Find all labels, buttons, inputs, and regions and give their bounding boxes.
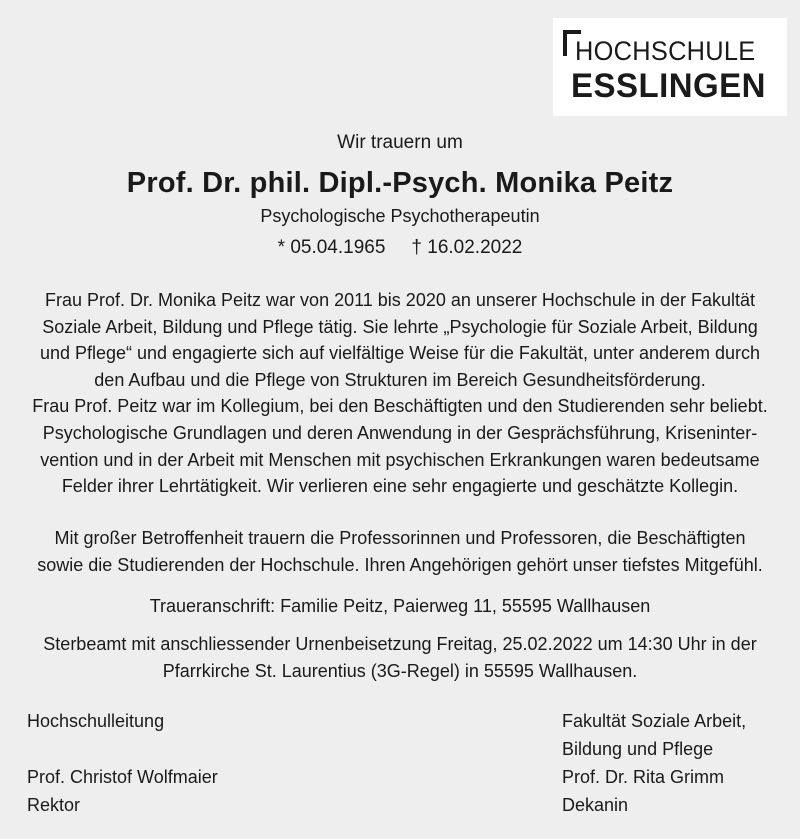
signature-role: Dekanin xyxy=(562,795,629,815)
text-line: sowie die Studierenden der Hochschule. Ihren Angehörigen gehört unser tiefstes Mitgefühl. xyxy=(37,554,763,575)
signature-name: Prof. Dr. Rita Grimm xyxy=(562,767,725,787)
signature-right xyxy=(562,707,746,819)
text-line: Frau Prof. Dr. Monika Peitz war von 2011 bis 2020 an unserer Hochschule in der Fakultät xyxy=(44,290,756,310)
life-dates xyxy=(0,237,800,259)
signature-org: Bildung und Pflege xyxy=(562,739,714,759)
text-line: den Aufbau und die Pflege von Strukturen im Bereich Gesundheitsförderung. xyxy=(94,369,706,390)
signature-name: Prof. Christof Wolfmaier xyxy=(27,767,218,787)
signature-org: Hochschulleitung xyxy=(27,711,165,731)
text-line: Mit großer Betroffenheit trauern die Professorinnen und Professoren, die Beschäftigten xyxy=(54,528,746,548)
death-date: † 16.02.2022 xyxy=(411,237,523,258)
tribute-paragraph xyxy=(0,287,800,500)
deceased-name: Prof. Dr. phil. Dipl.-Psych. Monika Peitz xyxy=(126,167,674,199)
text-line: Psychologische Grundlagen und deren Anwendung in der Gesprächsführung, Kriseninter- xyxy=(42,422,758,443)
text-line: Traueranschrift: Familie Peitz, Paierweg 11, 55595 Wallhausen xyxy=(149,596,651,616)
text-line: Soziale Arbeit, Bildung und Pflege tätig. Sie lehrte „Psychologie für Soziale Arbeit, Bildung xyxy=(42,316,758,337)
text-line: Frau Prof. Peitz war im Kollegium, bei den Beschäftigten und den Studierenden sehr beliebt. xyxy=(32,396,768,417)
logo-line-1: HOCHSCHULE xyxy=(575,36,756,66)
signature-role: Rektor xyxy=(27,795,81,815)
profession: Psychologische Psychotherapeutin xyxy=(260,206,540,226)
intro-text: Wir trauern um xyxy=(337,132,463,153)
text-line: Sterbeamt mit anschliessender Urnenbeisetzung Freitag, 25.02.2022 um 14:30 Uhr in der xyxy=(43,634,757,654)
university-logo xyxy=(553,18,787,116)
logo-bracket-mark xyxy=(563,30,581,34)
mourning-address xyxy=(0,593,800,620)
text-line: und Pflege“ und engagierte sich auf vielfältige Weise für die Fakultät, unter anderem durch xyxy=(39,343,761,364)
signature-left xyxy=(27,707,218,819)
condolence-paragraph xyxy=(0,525,800,578)
text-line: vention und in der Arbeit mit Menschen mit psychischen Erkrankungen waren bedeutsame xyxy=(40,449,760,470)
text-line: Felder ihrer Lehrtätigkeit. Wir verlieren eine sehr engagierte und geschätzte Kollegin. xyxy=(61,476,739,497)
text-line: Pfarrkirche St. Laurentius (3G-Regel) in 55595 Wallhausen. xyxy=(162,660,638,681)
funeral-service-info xyxy=(0,631,800,684)
birth-date: * 05.04.1965 xyxy=(277,237,386,258)
logo-line-2: ESSLINGEN xyxy=(571,67,766,105)
signature-org: Fakultät Soziale Arbeit, xyxy=(562,711,747,731)
